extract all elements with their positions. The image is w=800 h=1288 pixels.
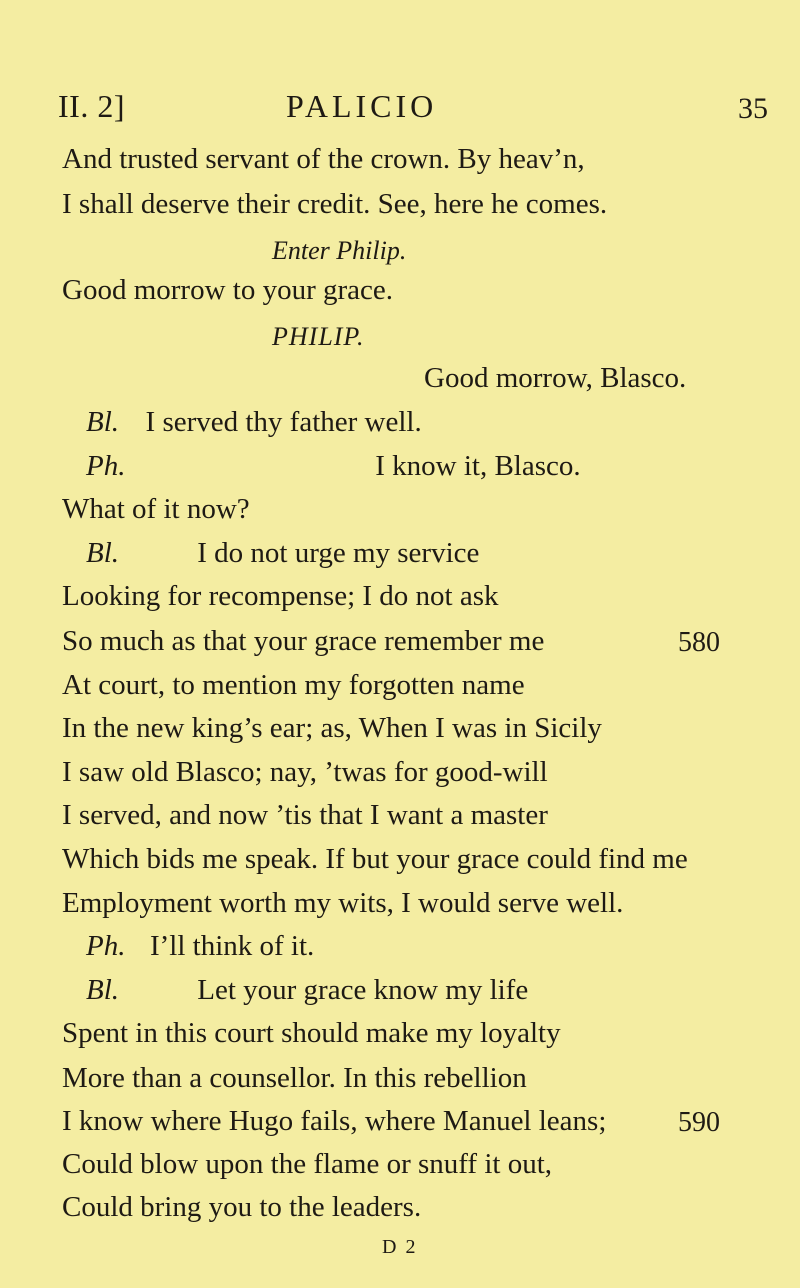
verse-line — [86, 539, 479, 568]
verse-line: Looking for recompense; I do not ask — [62, 580, 499, 612]
verse-text: I served thy father well. — [145, 406, 422, 438]
signature-mark: D 2 — [382, 1236, 418, 1258]
verse-text: I do not urge my service — [197, 537, 480, 569]
line-number: 590 — [678, 1107, 720, 1138]
verse-line — [86, 932, 314, 961]
verse-line: Which bids me speak. If but your grace could find me — [62, 843, 688, 875]
verse-line: I saw old Blasco; nay, ’twas for good-will — [62, 756, 548, 788]
verse-text: Let your grace know my life — [197, 974, 529, 1006]
line-number: 580 — [678, 627, 720, 658]
verse-line: Employment worth my wits, I would serve well. — [62, 887, 624, 919]
speaker-abbrev: Bl. — [86, 537, 120, 569]
verse-line: And trusted servant of the crown. By heav’n, — [62, 143, 585, 175]
verse-line: Good morrow, Blasco. — [424, 362, 687, 394]
speaker-abbrev: Ph. — [86, 930, 126, 962]
speaker-abbrev: Bl. — [86, 974, 120, 1006]
verse-line — [86, 976, 528, 1005]
speaker-heading: PHILIP. — [272, 322, 365, 351]
verse-line: What of it now? — [62, 493, 250, 525]
speaker-abbrev: Bl. — [86, 406, 120, 438]
running-title: PALICIO — [286, 88, 438, 124]
running-header — [58, 88, 768, 132]
verse-line — [86, 452, 581, 481]
verse-line — [86, 408, 422, 437]
verse-text: I know it, Blasco. — [375, 450, 581, 482]
verse-line: More than a counsellor. In this rebellion — [62, 1062, 527, 1094]
verse-line: In the new king’s ear; as, When I was in Sicily — [62, 712, 602, 744]
verse-line: At court, to mention my forgotten name — [62, 669, 525, 701]
page-number: 35 — [738, 92, 768, 125]
verse-line: Could blow upon the flame or snuff it out, — [62, 1148, 552, 1180]
verse-text: I’ll think of it. — [149, 930, 315, 962]
verse-line: I served, and now ’tis that I want a master — [62, 799, 548, 831]
speaker-abbrev: Ph. — [86, 450, 126, 482]
verse-line: I know where Hugo fails, where Manuel leans; — [62, 1105, 607, 1137]
verse-line: I shall deserve their credit. See, here he comes. — [62, 188, 608, 220]
verse-line: Good morrow to your grace. — [62, 274, 393, 306]
stage-direction: Enter Philip. — [272, 236, 407, 265]
verse-line: Spent in this court should make my loyalty — [62, 1017, 561, 1049]
verse-line: Could bring you to the leaders. — [62, 1191, 422, 1223]
verse-line: So much as that your grace remember me — [62, 625, 545, 657]
section-reference: II. 2] — [58, 88, 125, 124]
